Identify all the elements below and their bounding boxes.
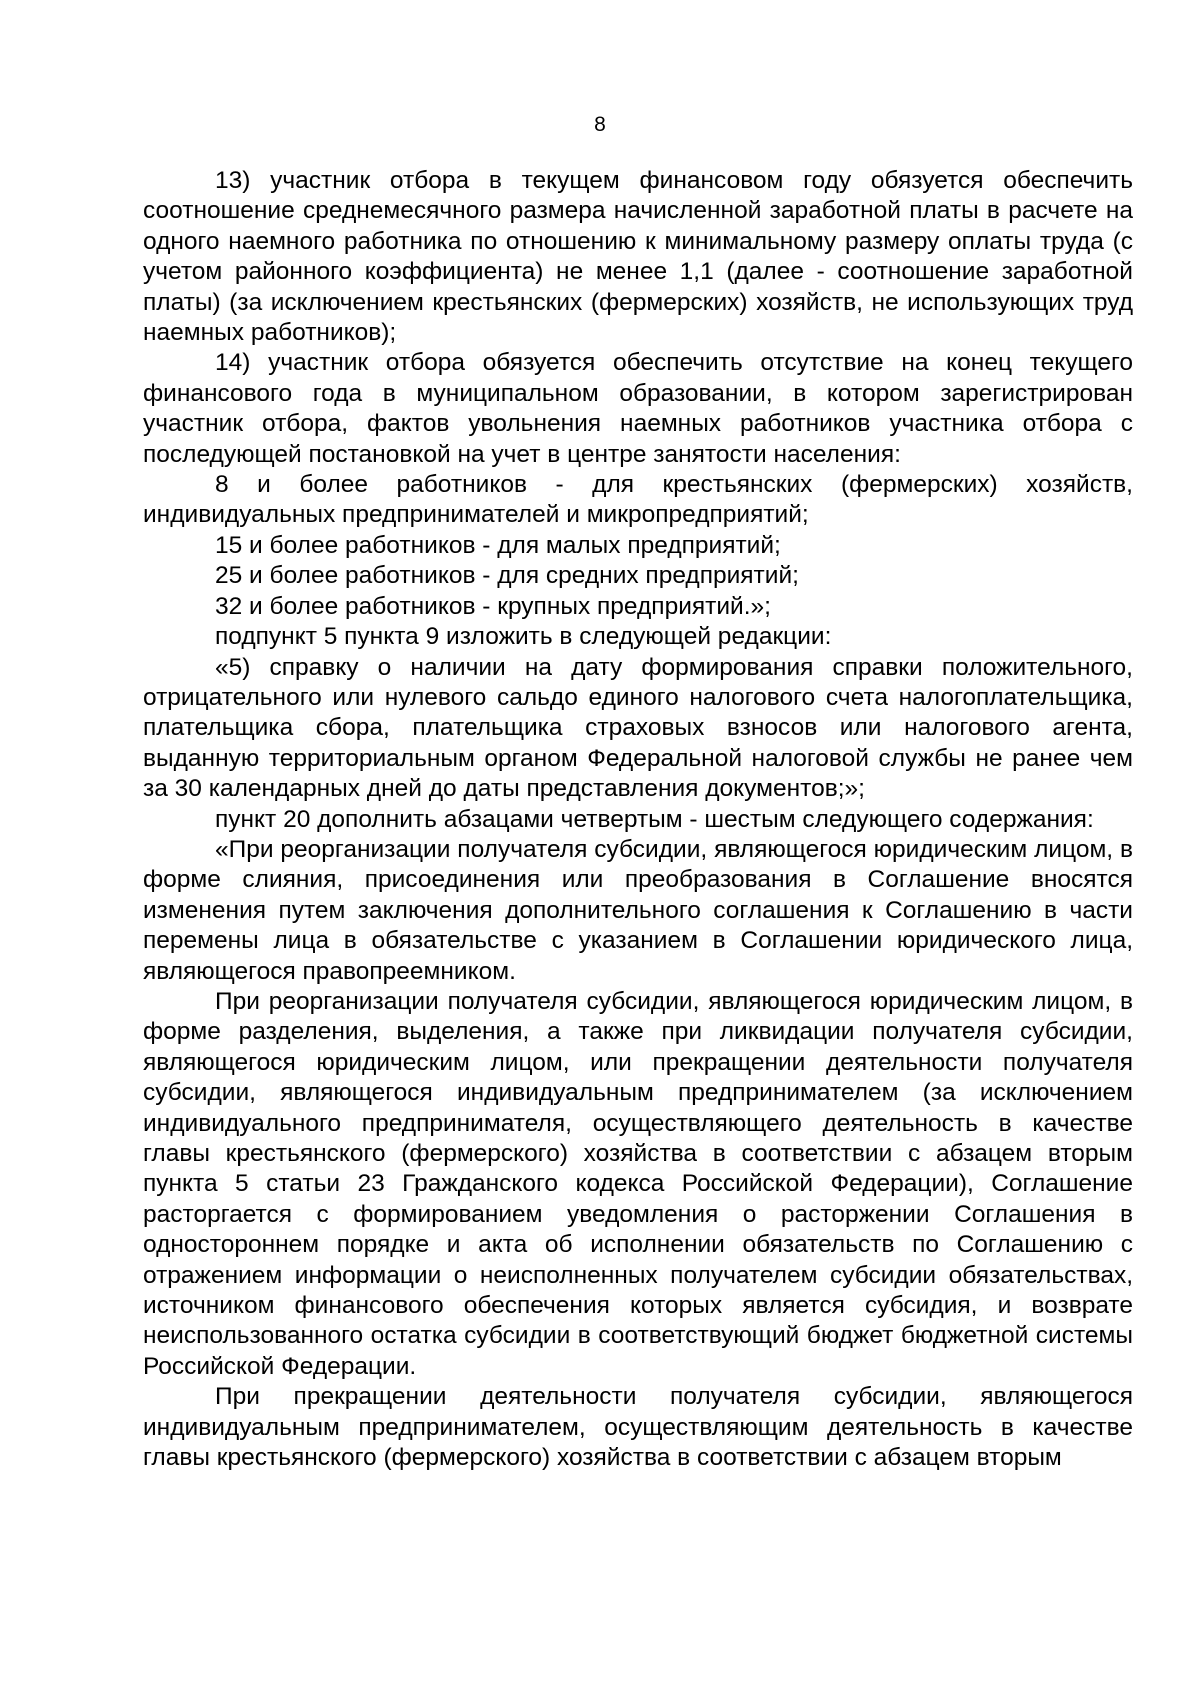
paragraph-reorganization-division: При реорганизации получателя субсидии, являющегося юридическим лицом, в форме разделения, выделения, а также при ликвидации получателя субсидии, являющегося юридическим лицом, или прекращении деятельности получателя субсидии, являющегося индивидуальным предпринимателем (за исключением индивидуального предпринимателя, осуществляющего деятельность в качестве главы крестьянского (фермерского) хозяйства в соответствии с абзацем вторым пункта 5 статьи 23 Гражданского кодекса Российской Федерации), Соглашение расторгается с формированием уведомления о расторжении Соглашения в одностороннем порядке и акта об исполнении обязательств по Соглашению с отражением информации о неисполненных получателем субсидии обязательствах, источником финансового обеспечения которых является субсидия, и возврате неиспользованного остатка субсидии в соответствующий бюджет бюджетной системы Российской Федерации.: [143, 987, 1133, 1380]
paragraph-termination-farm-head: При прекращении деятельности получателя субсидии, являющегося индивидуальным предпринимателем, осуществляющим деятельность в качестве главы крестьянского (фермерского) хозяйства в соответствии с абзацем вторым: [143, 1383, 1133, 1472]
document-body: [143, 166, 1133, 1473]
paragraph-item-14: 14) участник отбора обязуется обеспечить отсутствие на конец текущего финансового года в муниципальном образовании, в котором зарегистрирован участник отбора, фактов увольнения наемных работников участника отбора с последующей постановкой на учет в центре занятости населения:: [143, 349, 1133, 468]
paragraph-amend-subclause-5: подпункт 5 пункта 9 изложить в следующей редакции:: [215, 623, 832, 651]
paragraph-reorganization-merger: «При реорганизации получателя субсидии, являющегося юридическим лицом, в форме слияния, присоединения или преобразования в Соглашение вносятся изменения путем заключения дополнительного соглашения к Соглашению в части перемены лица в обязательстве с указанием в Соглашении юридического лица, являющегося правопреемником.: [143, 835, 1133, 985]
paragraph-item-13: 13) участник отбора в текущем финансовом году обязуется обеспечить соотношение среднемесячного размера начисленной заработной платы в расчете на одного наемного работника по отношению к минимальному размеру оплаты труда (с учетом районного коэффициента) не менее 1,1 (далее - соотношение заработной платы) (за исключением крестьянских (фермерских) хозяйств, не использующих труд наемных работников);: [143, 167, 1133, 347]
page-number: 8: [594, 113, 606, 136]
paragraph-threshold-small: 15 и более работников - для малых предприятий;: [215, 531, 781, 559]
paragraph-subclause-5-text: «5) справку о наличии на дату формирования справки положительного, отрицательного или нулевого сальдо единого налогового счета налогоплательщика, плательщика сбора, плательщика страховых взносов или налогового агента, выданную территориальным органом Федеральной налоговой службы не ранее чем за 30 календарных дней до даты представления документов;»;: [143, 653, 1133, 803]
paragraph-threshold-micro: 8 и более работников - для крестьянских (фермерских) хозяйств, индивидуальных предпринимателей и микропредприятий;: [143, 471, 1133, 529]
paragraph-amend-clause-20: пункт 20 дополнить абзацами четвертым - шестым следующего содержания:: [215, 805, 1094, 833]
paragraph-threshold-large: 32 и более работников - крупных предприятий.»;: [215, 592, 771, 620]
paragraph-threshold-medium: 25 и более работников - для средних предприятий;: [215, 562, 799, 590]
